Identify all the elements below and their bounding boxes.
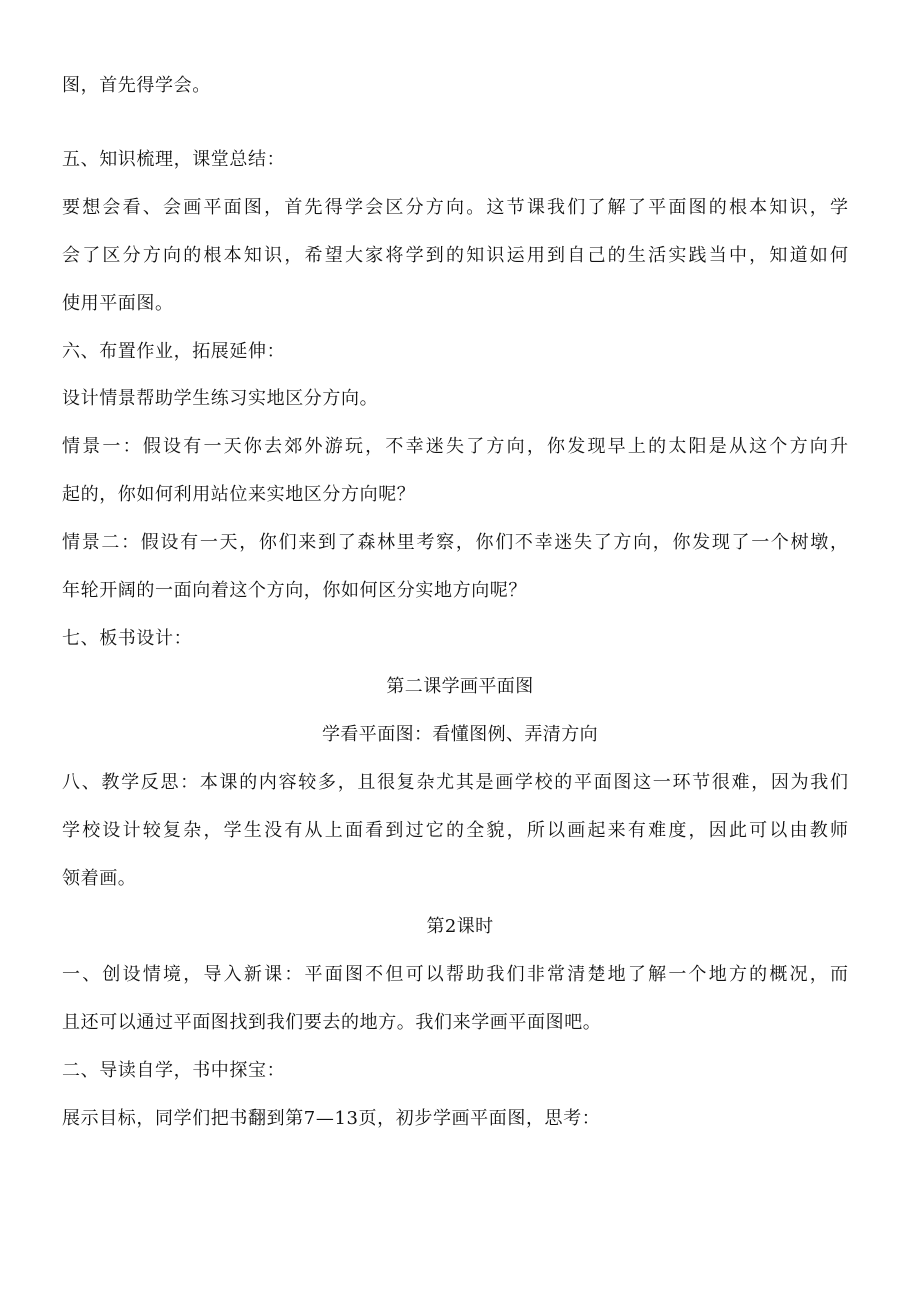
section-heading: 二、导读自学，书中探宝： xyxy=(62,1060,286,1081)
lesson-title: 第2课时 xyxy=(426,916,494,937)
section-heading: 五、知识梳理，课堂总结： xyxy=(62,149,286,170)
text-line: 起的，你如何利用站位来实地区分方向呢？ xyxy=(62,484,416,505)
text-line: 展示目标，同学们把书翻到第7—13页，初步学画平面图，思考： xyxy=(62,1108,601,1129)
text-line: 会了区分方向的根本知识，希望大家将学到的知识运用到自己的生活实践当中，知道如何 xyxy=(62,245,848,266)
text-line: 八、教学反思：本课的内容较多，且很复杂尤其是画学校的平面图这一环节很难，因为我们 xyxy=(62,772,848,793)
text-line: 图，首先得学会。 xyxy=(62,75,211,96)
text-line: 使用平面图。 xyxy=(62,293,174,314)
text-line: 领着画。 xyxy=(62,868,137,889)
text-line: 一、创设情境，导入新课：平面图不但可以帮助我们非常清楚地了解一个地方的概况，而 xyxy=(62,964,848,985)
board-subtitle: 学看平面图：看懂图例、弄清方向 xyxy=(322,724,598,745)
text-line: 学校设计较复杂，学生没有从上面看到过它的全貌，所以画起来有难度，因此可以由教师 xyxy=(62,820,848,841)
text-line: 要想会看、会画平面图，首先得学会区分方向。这节课我们了解了平面图的根本知识，学 xyxy=(62,197,848,218)
section-heading: 七、板书设计： xyxy=(62,628,193,649)
text-line: 情景一：假设有一天你去郊外游玩，不幸迷失了方向，你发现早上的太阳是从这个方向升 xyxy=(62,436,848,457)
section-heading: 六、布置作业，拓展延伸： xyxy=(62,341,286,362)
text-line: 且还可以通过平面图找到我们要去的地方。我们来学画平面图吧。 xyxy=(62,1012,602,1033)
text-line: 年轮开阔的一面向着这个方向，你如何区分实地方向呢？ xyxy=(62,580,527,601)
text-line: 情景二：假设有一天，你们来到了森林里考察，你们不幸迷失了方向，你发现了一个树墩， xyxy=(62,532,848,553)
board-title: 第二课学画平面图 xyxy=(386,676,534,697)
text-line: 设计情景帮助学生练习实地区分方向。 xyxy=(62,388,379,409)
